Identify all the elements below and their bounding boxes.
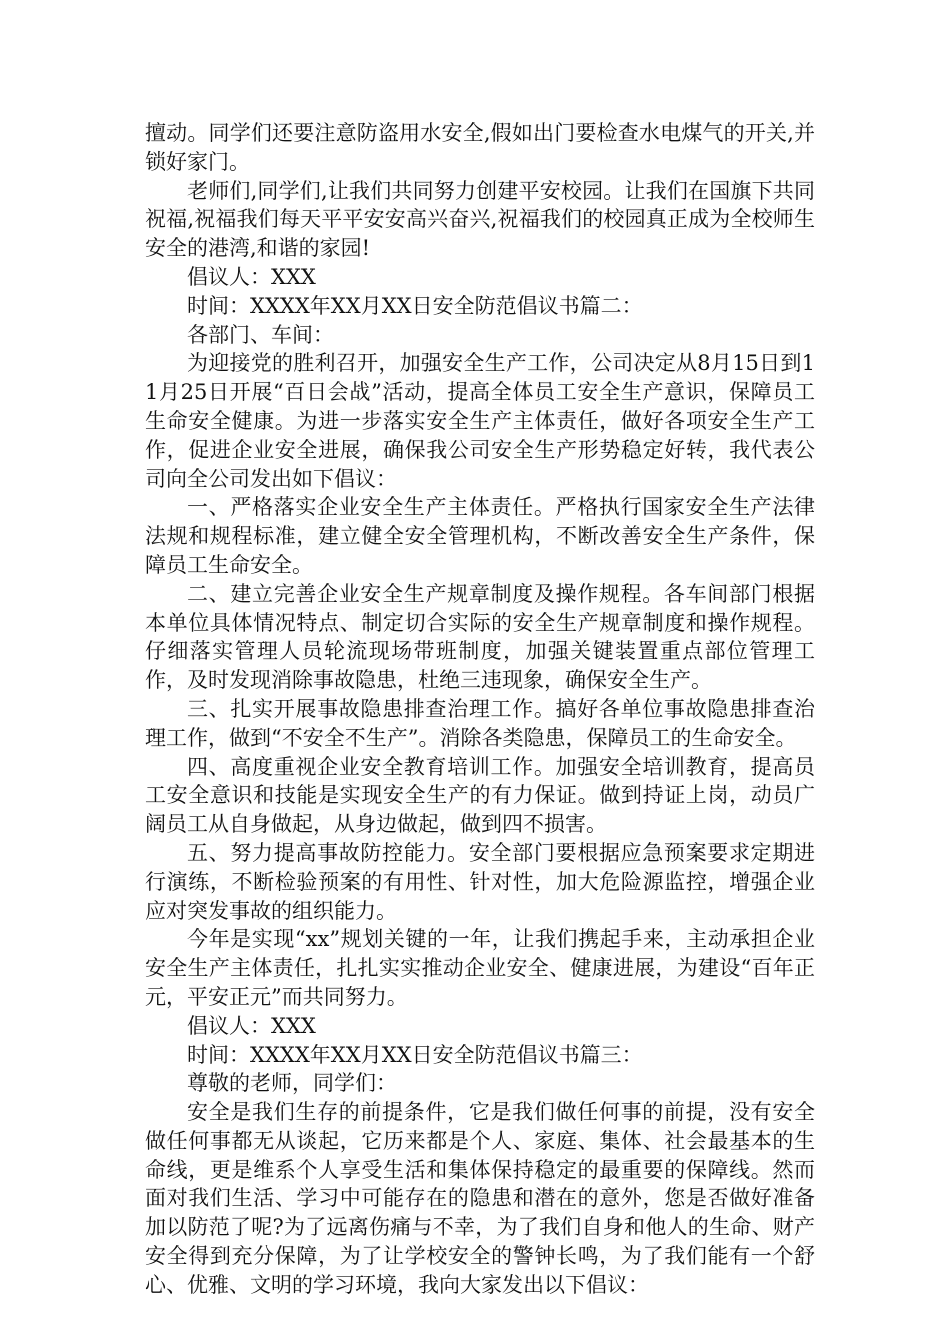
salutation: 尊敬的老师，同学们： bbox=[187, 1071, 397, 1096]
paragraph: 擅动。同学们还要注意防盗用水安全,假如出门要检查水电煤气的开关,并锁好家门。 bbox=[145, 121, 815, 174]
paragraph: 五、努力提高事故防控能力。安全部门要根据应急预案要求定期进行演练，不断检验预案的有用性、针对性，加大危险源监控，增强企业应对突发事故的组织能力。 bbox=[145, 840, 815, 923]
date-line: 时间：XXXX年XX月XX日安全防范倡议书篇三： bbox=[187, 1042, 643, 1067]
paragraph: 为迎接党的胜利召开，加强安全生产工作，公司决定从8月15日到11月25日开展“百日会战”活动，提高全体员工安全生产意识，保障员工生命安全健康。为进一步落实安全生产主体责任，做好各项安全生产工作，促进企业安全进展，确保我公司安全生产形势稳定好转，我代表公司向全公司发出如下倡议： bbox=[145, 351, 815, 491]
paragraph: 今年是实现“xx”规划关键的一年，让我们携起手来，主动承担企业安全生产主体责任，扎扎实实推动企业安全、健康进展，为建设“百年正元，平安正元”而共同努力。 bbox=[145, 927, 815, 1009]
paragraph: 二、建立完善企业安全生产规章制度及操作规程。各车间部门根据本单位具体情况特点、制定切合实际的安全生产规章制度和操作规程。仔细落实管理人员轮流现场带班制度，加强关键装置重点部位管理工作，及时发现消除事故隐患，杜绝三违现象，确保安全生产。 bbox=[145, 581, 815, 693]
paragraph: 安全是我们生存的前提条件，它是我们做任何事的前提，没有安全做任何事都无从谈起，它历来都是个人、家庭、集体、社会最基本的生命线，更是维系个人享受生活和集体保持稳定的最重要的保障线。然而面对我们生活、学习中可能存在的隐患和潜在的意外，您是否做好准备加以防范了呢?为了远离伤痛与不幸，为了我们自身和他人的生命、财产安全得到充分保障，为了让学校安全的警钟长鸣，为了我们能有一个舒心、优雅、文明的学习环境，我向大家发出以下倡议： bbox=[145, 1100, 815, 1297]
paragraph: 一、严格落实企业安全生产主体责任。严格执行国家安全生产法律法规和规程标准，建立健全安全管理机构，不断改善安全生产条件，保障员工生命安全。 bbox=[145, 495, 815, 577]
signature-line: 倡议人：XXX bbox=[187, 1013, 316, 1038]
paragraph: 三、扎实开展事故隐患排查治理工作。搞好各单位事故隐患排查治理工作，做到“不安全不生产”。消除各类隐患，保障员工的生命安全。 bbox=[145, 696, 815, 750]
signature-line: 倡议人：XXX bbox=[187, 264, 316, 289]
date-line: 时间：XXXX年XX月XX日安全防范倡议书篇二： bbox=[187, 293, 643, 318]
document-body bbox=[145, 119, 815, 1300]
paragraph: 四、高度重视企业安全教育培训工作。加强安全培训教育，提高员工安全意识和技能是实现安全生产的有力保证。做到持证上岗，动员广阔员工从自身做起，从身边做起，做到四不损害。 bbox=[145, 754, 815, 837]
salutation: 各部门、车间： bbox=[187, 322, 334, 347]
paragraph: 老师们,同学们,让我们共同努力创建平安校园。让我们在国旗下共同祝福,祝福我们每天平平安安高兴奋兴,祝福我们的校园真正成为全校师生安全的港湾,和谐的家园! bbox=[145, 178, 815, 261]
